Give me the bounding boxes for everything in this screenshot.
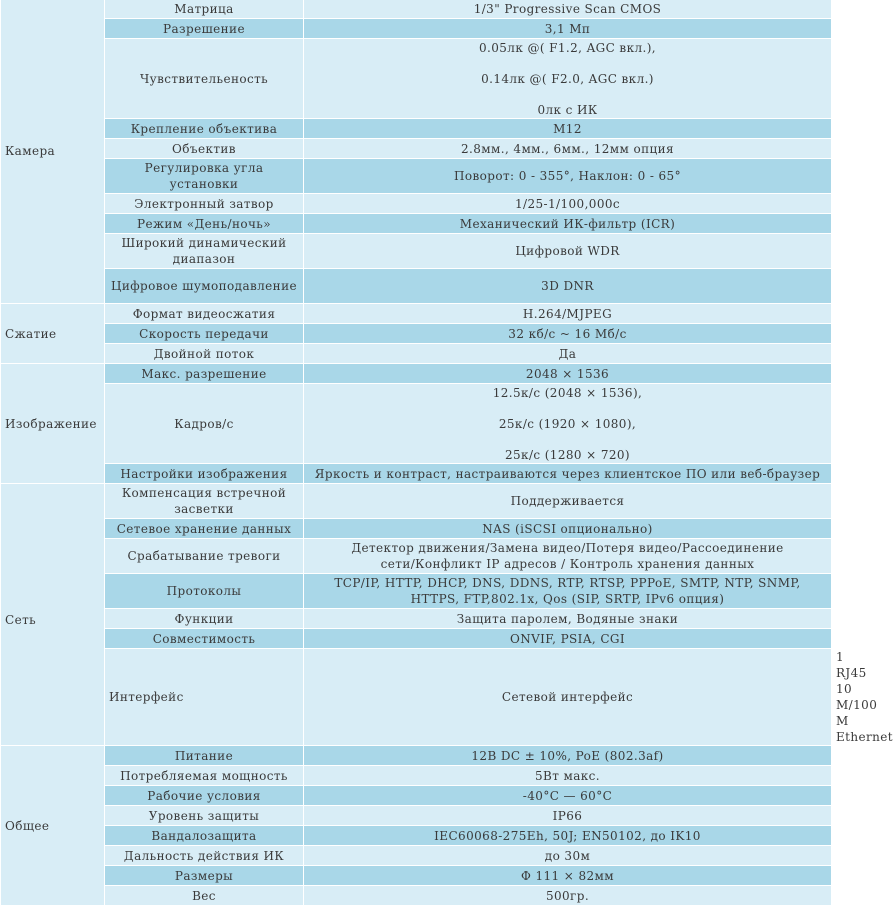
param-label: Скорость передачи [105, 324, 304, 344]
table-row [1, 846, 832, 866]
table-row [1, 324, 832, 344]
section-interface: Интерфейс [105, 649, 304, 746]
param-value: Яркость и контраст, настраиваются через клиентское ПО или веб-браузер [304, 464, 832, 484]
param-label: Дальность действия ИК [105, 846, 304, 866]
param-value: Защита паролем, Водяные знаки [304, 609, 832, 629]
param-label: Протоколы [105, 574, 304, 609]
param-value: до 30м [304, 846, 832, 866]
table-row [1, 464, 832, 484]
param-label: Совместимость [105, 629, 304, 649]
param-label: Матрица [105, 0, 304, 19]
param-value [304, 384, 832, 464]
table-row: Интерфейс Сетевой интерфейс 1 RJ45 10 M/100 M Ethernet [1, 649, 832, 746]
table-row [1, 866, 832, 886]
section-general: Общее [1, 746, 105, 906]
param-label: Кадров/с [105, 384, 304, 464]
param-value: Цифровой WDR [304, 234, 832, 269]
section-compression: Сжатие [1, 304, 105, 364]
value-line: 0.05лк @( F1.2, AGC вкл.), [478, 40, 657, 55]
param-label: Разрешение [105, 19, 304, 39]
table-row [1, 519, 832, 539]
param-label: Настройки изображения [105, 464, 304, 484]
param-value: M12 [304, 119, 832, 139]
param-value: NAS (iSCSI опционально) [304, 519, 832, 539]
table-row [1, 159, 832, 194]
param-value: Поворот: 0 - 355°, Наклон: 0 - 65° [304, 159, 832, 194]
param-label: Широкий динамический диапазон [105, 234, 304, 269]
param-value: Детектор движения/Замена видео/Потеря видео/Рассоединение сети/Конфликт IP адресов / Контроль хранения данных [304, 539, 832, 574]
param-label: Рабочие условия [105, 786, 304, 806]
param-label: Регулировка угла установки [105, 159, 304, 194]
param-value: Да [304, 344, 832, 364]
section-image: Изображение [1, 364, 105, 484]
section-network [1, 484, 105, 746]
table-row [1, 214, 832, 234]
section-camera: Камера [1, 0, 105, 304]
param-value: -40°C — 60°C [304, 786, 832, 806]
table-row [1, 39, 832, 119]
table-row [1, 0, 832, 19]
table-row [1, 234, 832, 269]
param-label: Двойной поток [105, 344, 304, 364]
table-row [1, 119, 832, 139]
table-row [1, 826, 832, 846]
param-label: Потребляемая мощность [105, 766, 304, 786]
param-value: Φ 111 × 82мм [304, 866, 832, 886]
param-label: Цифровое шумоподавление [105, 269, 304, 304]
param-label: Режим «День/ночь» [105, 214, 304, 234]
param-label: Чувствительеность [105, 39, 304, 119]
param-value: 5Вт макс. [304, 766, 832, 786]
param-label: Макс. разрешение [105, 364, 304, 384]
value-line: 0лк с ИК [537, 102, 598, 117]
table-row [1, 786, 832, 806]
table-row [1, 806, 832, 826]
param-label: Функции [105, 609, 304, 629]
param-label: Размеры [105, 866, 304, 886]
param-value: 500гр. [304, 886, 832, 906]
table-row [1, 609, 832, 629]
param-value: IP66 [304, 806, 832, 826]
param-value: TCP/IP, HTTP, DHCP, DNS, DDNS, RTP, RTSP, PPPoE, SMTP, NTP, SNMP, HTTPS, FTP,802.1x, Qos (SIP, SRTP, IPv6 опция) [304, 574, 832, 609]
param-label: Крепление объектива [105, 119, 304, 139]
table-row [1, 539, 832, 574]
value-line: 12.5к/с (2048 × 1536), [492, 385, 643, 400]
param-value: ONVIF, PSIA, CGI [304, 629, 832, 649]
table-row [1, 269, 832, 304]
table-row [1, 384, 832, 464]
param-label: Электронный затвор [105, 194, 304, 214]
table-row [1, 19, 832, 39]
param-label: Формат видеосжатия [105, 304, 304, 324]
param-label: Объектив [105, 139, 304, 159]
value-line: 25к/с (1920 × 1080), [498, 416, 637, 431]
param-label: Сетевой интерфейс [304, 649, 832, 746]
param-label: Компенсация встречной засветки [105, 484, 304, 519]
param-label: Вес [105, 886, 304, 906]
param-value: Поддерживается [304, 484, 832, 519]
table-row [1, 364, 832, 384]
param-label: Уровень защиты [105, 806, 304, 826]
value-line: 0.14лк @( F2.0, AGC вкл.) [481, 71, 654, 86]
section-network-label: Сеть [5, 613, 37, 627]
param-value: 3D DNR [304, 269, 832, 304]
param-value: 1/25-1/100,000с [304, 194, 832, 214]
param-value: IEC60068-275Eh, 50J; EN50102, до IK10 [304, 826, 832, 846]
param-value [304, 39, 832, 119]
param-value: 3,1 Мп [304, 19, 832, 39]
param-value: 12В DC ± 10%, PoE (802.3af) [304, 746, 832, 766]
table-row [1, 484, 832, 519]
param-value: 1/3" Progressive Scan CMOS [304, 0, 832, 19]
table-row [1, 746, 832, 766]
table-row [1, 766, 832, 786]
table-row [1, 194, 832, 214]
param-label: Вандалозащита [105, 826, 304, 846]
param-label: Срабатывание тревоги [105, 539, 304, 574]
value-line: 25к/с (1280 × 720) [504, 447, 631, 462]
table-row [1, 629, 832, 649]
table-row [1, 139, 832, 159]
param-value: 2048 × 1536 [304, 364, 832, 384]
param-value: H.264/MJPEG [304, 304, 832, 324]
param-label: Сетевое хранение данных [105, 519, 304, 539]
table-row [1, 574, 832, 609]
table-row [1, 344, 832, 364]
param-label: Питание [105, 746, 304, 766]
param-value: 32 кб/с ~ 16 Мб/с [304, 324, 832, 344]
param-value: 2.8мм., 4мм., 6мм., 12мм опция [304, 139, 832, 159]
table-row [1, 886, 832, 906]
table-row [1, 304, 832, 324]
param-value: Механический ИК-фильтр (ICR) [304, 214, 832, 234]
